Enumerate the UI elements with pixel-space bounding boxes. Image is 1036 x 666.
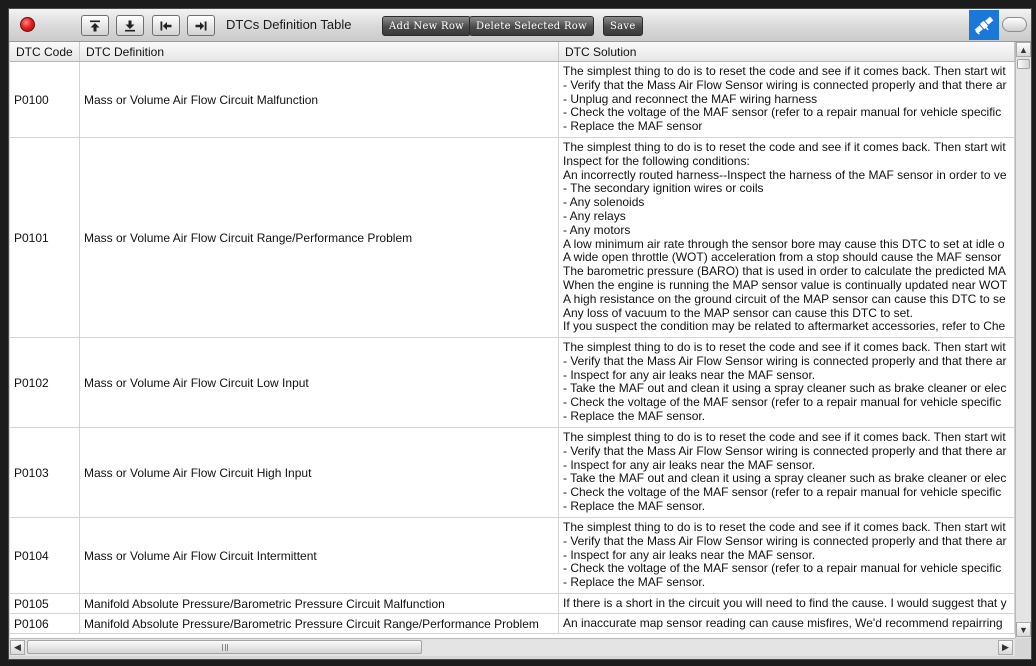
dtc-code-cell[interactable]: P0102 — [10, 338, 80, 427]
table-row[interactable] — [10, 518, 1015, 594]
dtc-solution-cell[interactable] — [559, 62, 1015, 137]
dtc-code-cell[interactable]: P0105 — [10, 594, 80, 613]
dtc-solution-cell[interactable] — [559, 138, 1015, 337]
dtc-definition-cell[interactable]: Manifold Absolute Pressure/Barometric Pressure Circuit Malfunction — [80, 594, 559, 613]
dtc-code-cell[interactable]: P0104 — [10, 518, 80, 593]
scroll-right-arrow-icon[interactable]: ▶ — [998, 640, 1013, 655]
move-top-icon — [88, 19, 102, 33]
first-record-button[interactable] — [152, 15, 180, 36]
window-title: DTCs Definition Table — [226, 17, 352, 32]
solution-line: - Replace the MAF sensor. — [563, 408, 706, 423]
scroll-up-arrow-icon[interactable]: ▲ — [1016, 42, 1031, 57]
table-row[interactable] — [10, 338, 1015, 428]
scroll-left-arrow-icon[interactable]: ◀ — [10, 640, 25, 655]
header-dtc-definition[interactable]: DTC Definition — [80, 42, 559, 61]
solution-line: Any loss of vacuum to the MAP sensor can cause this DTC to set. — [563, 305, 913, 320]
vertical-scroll-thumb[interactable] — [1017, 59, 1030, 69]
solution-line: The simplest thing to do is to reset the code and see if it comes back. Then start wit — [563, 430, 1006, 444]
dtc-definition-cell[interactable]: Mass or Volume Air Flow Circuit Intermittent — [80, 518, 559, 593]
horizontal-scroll-thumb[interactable] — [27, 640, 422, 654]
first-record-icon — [159, 19, 173, 33]
solution-line: - Take the MAF out and clean it using a spray cleaner such as brake cleaner or elec — [563, 381, 1007, 396]
satellite-icon — [972, 13, 996, 37]
solution-line: - The secondary ignition wires or coils — [563, 181, 764, 196]
add-new-row-button[interactable]: Add New Row — [382, 16, 471, 36]
solution-line: - Inspect for any air leaks near the MAF sensor. — [563, 367, 816, 382]
close-button[interactable] — [20, 17, 35, 32]
dtc-definition-cell[interactable]: Mass or Volume Air Flow Circuit Malfunction — [80, 62, 559, 137]
solution-line: If there is a short in the circuit you will need to find the cause. I would suggest that y — [563, 596, 1007, 610]
last-record-icon — [194, 19, 208, 33]
solution-line: - Verify that the Mass Air Flow Sensor wiring is connected properly and that there ar — [563, 533, 1007, 548]
dtc-code-cell[interactable]: P0100 — [10, 62, 80, 137]
solution-line: A high resistance on the ground circuit of the MAP sensor can cause this DTC to se — [563, 291, 1006, 306]
solution-line: The simplest thing to do is to reset the code and see if it comes back. Then start wit — [563, 64, 1006, 78]
solution-line: - Verify that the Mass Air Flow Sensor wiring is connected properly and that there ar — [563, 353, 1007, 368]
vertical-scrollbar[interactable] — [1015, 42, 1031, 638]
dtc-definition-cell[interactable]: Mass or Volume Air Flow Circuit High Input — [80, 428, 559, 517]
header-dtc-code[interactable]: DTC Code — [10, 42, 80, 61]
solution-line: - Verify that the Mass Air Flow Sensor wiring is connected properly and that there ar — [563, 77, 1007, 92]
dtc-table-window — [8, 8, 1032, 660]
solution-line: - Check the voltage of the MAF sensor (refer to a repair manual for vehicle specific — [563, 561, 1002, 576]
table-row[interactable] — [10, 428, 1015, 518]
solution-line: The simplest thing to do is to reset the code and see if it comes back. Then start wit — [563, 140, 1006, 154]
table-body — [10, 62, 1015, 634]
toggle-pill[interactable] — [1002, 17, 1027, 32]
solution-line: - Check the voltage of the MAF sensor (refer to a repair manual for vehicle specific — [563, 485, 1002, 500]
solution-line: - Replace the MAF sensor. — [563, 575, 706, 590]
move-bottom-button[interactable] — [116, 15, 144, 36]
table-row[interactable] — [10, 614, 1015, 634]
solution-line: - Check the voltage of the MAF sensor (refer to a repair manual for vehicle specific — [563, 395, 1002, 410]
solution-line: - Inspect for any air leaks near the MAF sensor. — [563, 547, 816, 562]
solution-line: - Unplug and reconnect the MAF wiring harness — [563, 91, 818, 106]
table-row[interactable] — [10, 138, 1015, 338]
last-record-button[interactable] — [187, 15, 215, 36]
dtc-definition-cell[interactable]: Mass or Volume Air Flow Circuit Low Input — [80, 338, 559, 427]
solution-line: - Replace the MAF sensor. — [563, 498, 706, 513]
solution-line: An incorrectly routed harness--Inspect the harness of the MAF sensor in order to ve — [563, 167, 1007, 182]
solution-line: - Replace the MAF sensor — [563, 119, 703, 134]
dtc-definition-cell[interactable]: Manifold Absolute Pressure/Barometric Pressure Circuit Range/Performance Problem — [80, 614, 559, 633]
solution-line: Inspect for the following conditions: — [563, 153, 750, 168]
solution-line: - Any motors — [563, 222, 631, 237]
move-top-button[interactable] — [81, 15, 109, 36]
dtc-code-cell[interactable]: P0101 — [10, 138, 80, 337]
solution-line: - Check the voltage of the MAF sensor (refer to a repair manual for vehicle specific — [563, 105, 1002, 120]
solution-line: - Any relays — [563, 208, 626, 223]
solution-line: - Take the MAF out and clean it using a spray cleaner such as brake cleaner or elec — [563, 471, 1007, 486]
dtc-definition-cell[interactable]: Mass or Volume Air Flow Circuit Range/Performance Problem — [80, 138, 559, 337]
scroll-down-arrow-icon[interactable]: ▼ — [1016, 622, 1031, 637]
table-row[interactable] — [10, 62, 1015, 138]
dtc-solution-cell[interactable] — [559, 518, 1015, 593]
solution-line: A wide open throttle (WOT) acceleration from a stop should cause the MAF sensor — [563, 250, 1002, 265]
solution-line: An inaccurate map sensor reading can cause misfires, We'd recommend repairring — [563, 616, 1003, 630]
dtc-code-cell[interactable]: P0103 — [10, 428, 80, 517]
dtc-code-cell[interactable]: P0106 — [10, 614, 80, 633]
header-dtc-solution[interactable]: DTC Solution — [559, 42, 1015, 61]
solution-line: If you suspect the condition may be related to aftermarket accessories, refer to Che — [563, 319, 1006, 334]
save-button[interactable]: Save — [603, 16, 643, 36]
dtc-solution-cell[interactable] — [559, 614, 1015, 633]
grip-icon — [222, 644, 228, 651]
solution-line: The simplest thing to do is to reset the code and see if it comes back. Then start wit — [563, 520, 1006, 534]
solution-line: The barometric pressure (BARO) that is used in order to calculate the predicted MA — [563, 264, 1006, 279]
solution-line: The simplest thing to do is to reset the code and see if it comes back. Then start wit — [563, 340, 1006, 354]
solution-line: - Inspect for any air leaks near the MAF sensor. — [563, 457, 816, 472]
satellite-button[interactable] — [969, 10, 999, 40]
solution-line: When the engine is running the MAP sensor value is continually updated near WOT — [563, 277, 1008, 292]
solution-line: - Verify that the Mass Air Flow Sensor wiring is connected properly and that there ar — [563, 443, 1007, 458]
toolbar — [9, 9, 1031, 42]
horizontal-scrollbar[interactable] — [10, 638, 1015, 656]
move-bottom-icon — [123, 19, 137, 33]
table-row[interactable] — [10, 594, 1015, 614]
delete-selected-row-button[interactable]: Delete Selected Row — [469, 16, 594, 36]
solution-line: A low minimum air rate through the sensor bore may cause this DTC to set at idle o — [563, 236, 1005, 251]
solution-line: - Any solenoids — [563, 195, 645, 210]
dtc-solution-cell[interactable] — [559, 428, 1015, 517]
dtc-solution-cell[interactable] — [559, 594, 1015, 613]
dtc-solution-cell[interactable] — [559, 338, 1015, 427]
dtc-grid — [10, 42, 1015, 638]
table-header — [10, 42, 1015, 62]
